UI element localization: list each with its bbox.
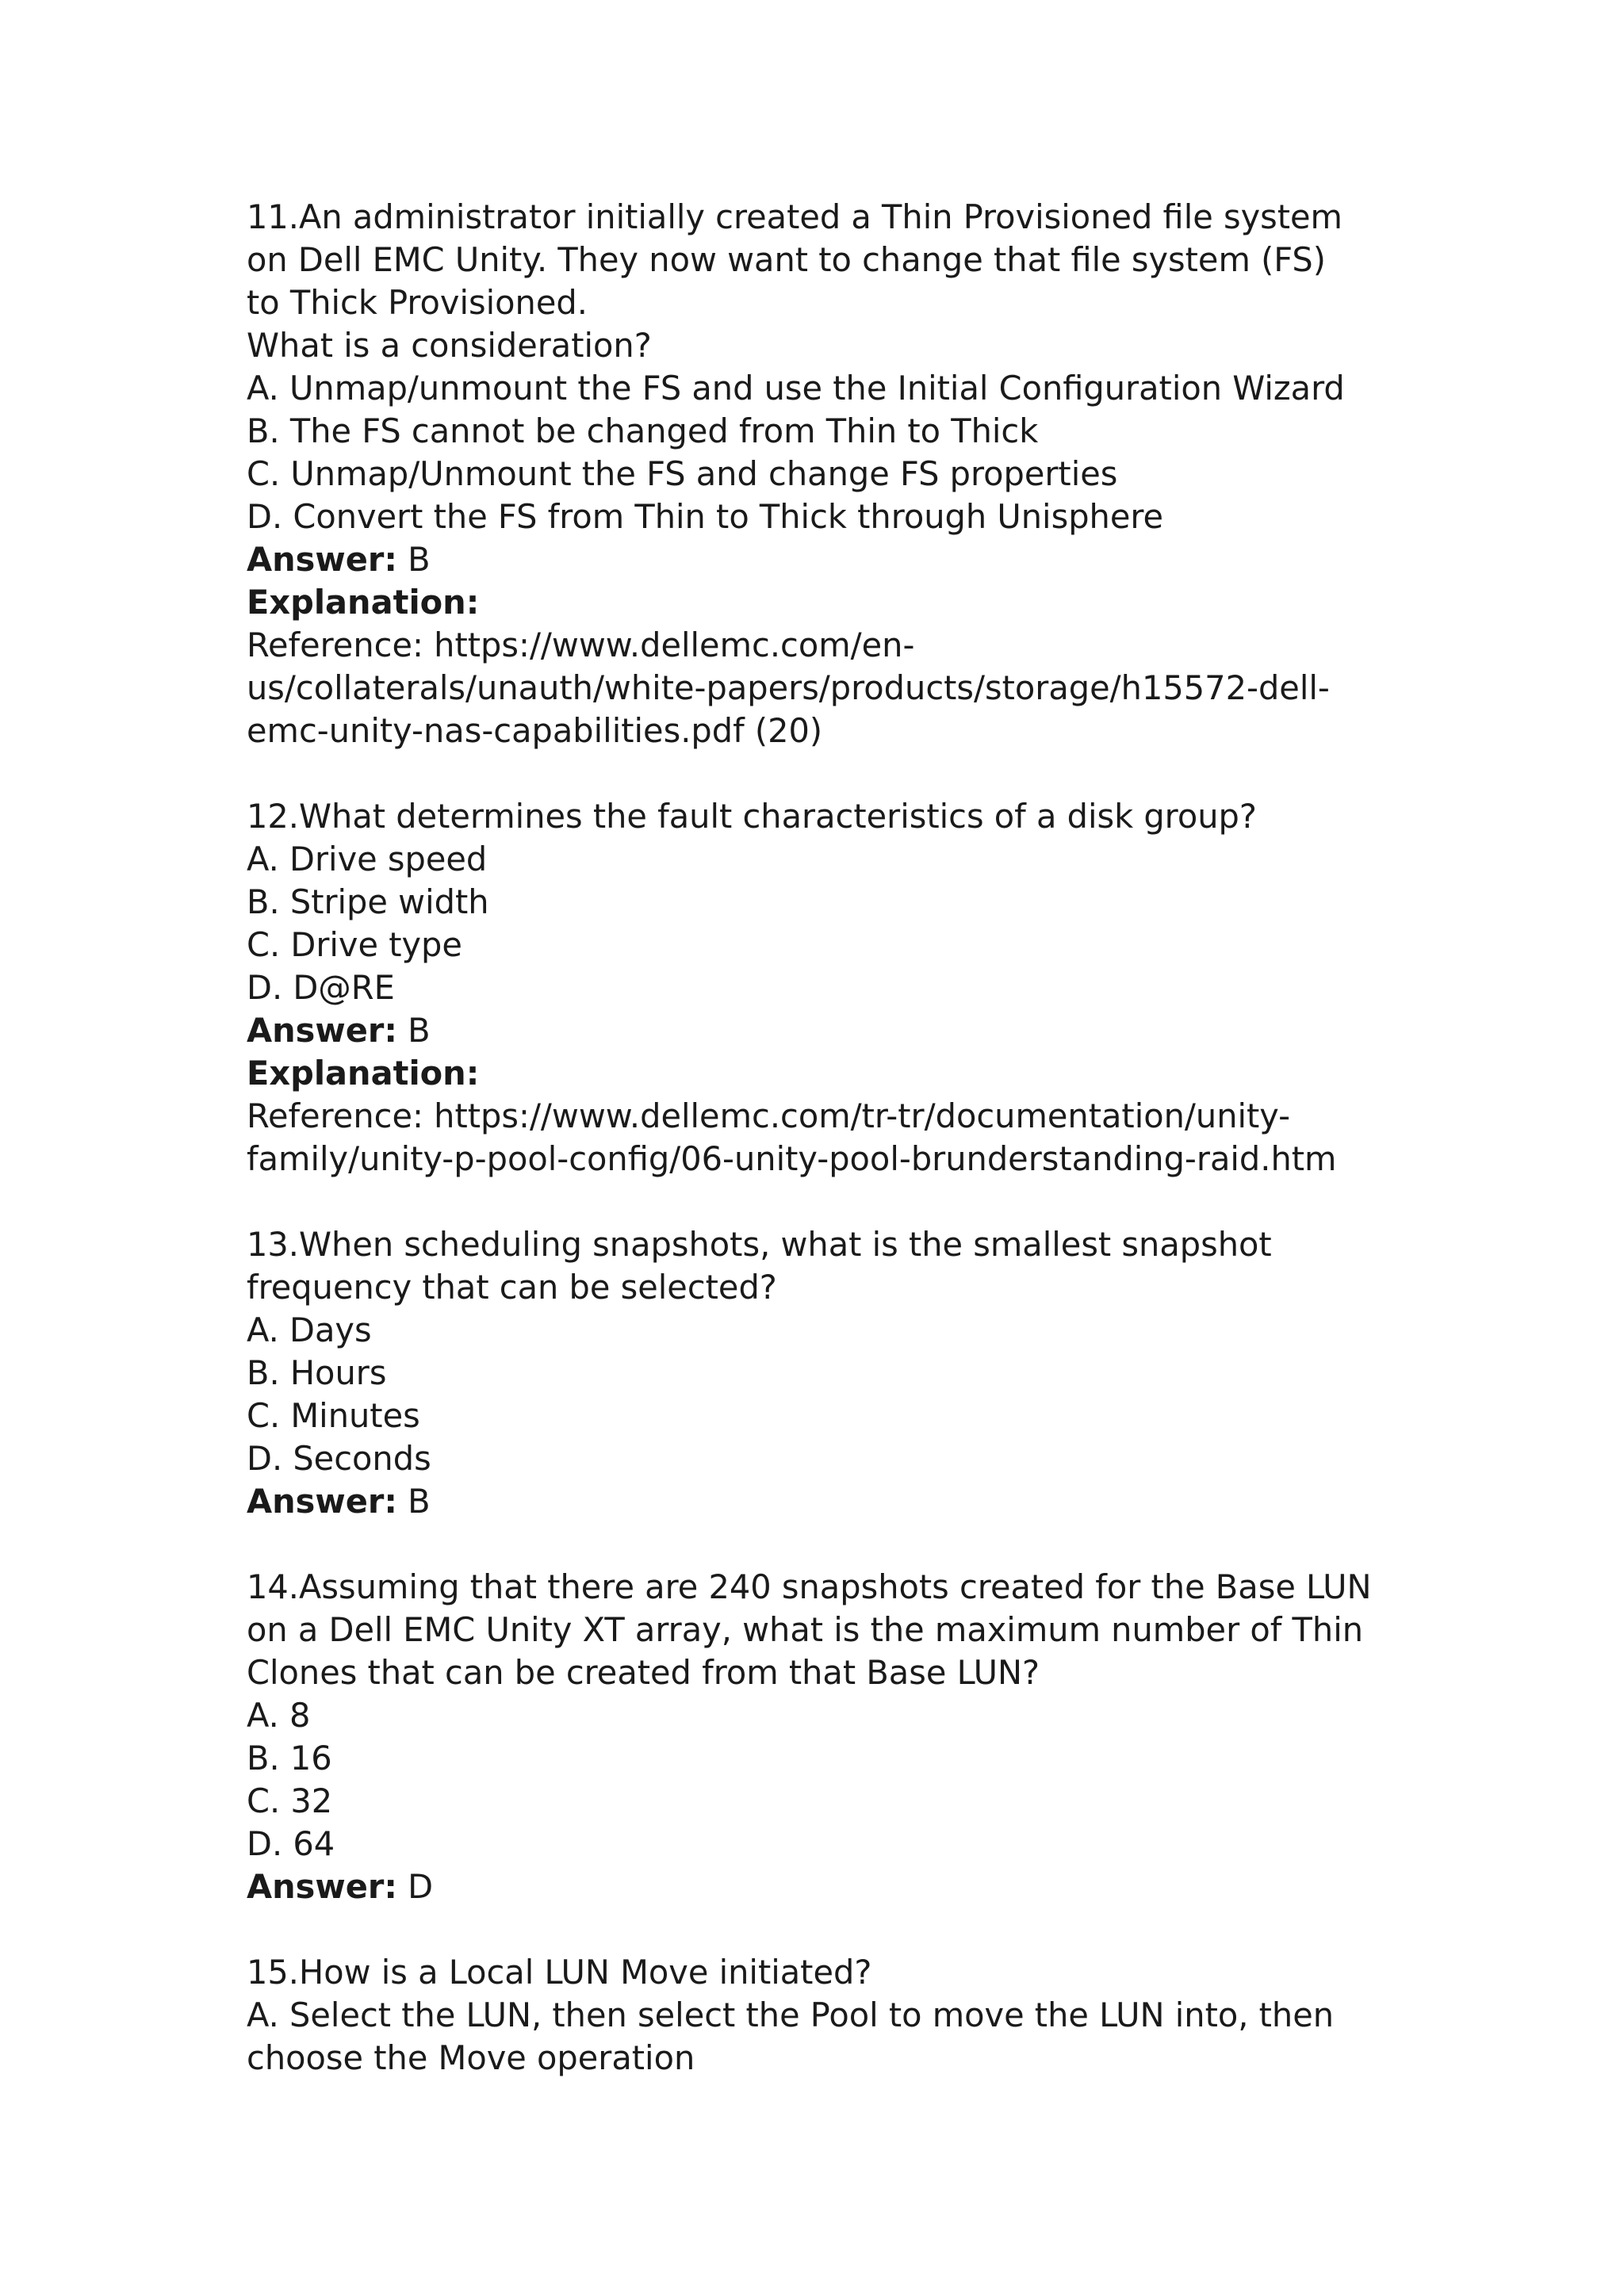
answer-value: D xyxy=(396,1867,434,1906)
question-stem-line: on Dell EMC Unity. They now want to change that file system (FS) xyxy=(247,240,1326,279)
question-stem-line: Clones that can be created from that Base LUN? xyxy=(247,1653,1040,1692)
question-stem-line: 11.An administrator initially created a Thin Provisioned file system xyxy=(247,197,1342,236)
answer-option-d: D. Seconds xyxy=(247,1439,431,1478)
answer-option-d: D. Convert the FS from Thin to Thick through Unisphere xyxy=(247,497,1164,536)
answer-value: B xyxy=(396,1011,431,1050)
reference-line: family/unity-p-pool-config/06-unity-pool-brunderstanding-raid.htm xyxy=(247,1139,1337,1178)
answer-option-b: B. The FS cannot be changed from Thin to Thick xyxy=(247,411,1039,450)
answer-label: Answer: xyxy=(247,1867,397,1906)
question-stem-line: 15.How is a Local LUN Move initiated? xyxy=(247,1953,872,1992)
reference-line: us/collaterals/unauth/white-papers/products/storage/h15572-dell- xyxy=(247,668,1330,707)
answer-option-a: A. Drive speed xyxy=(247,840,488,878)
question-stem-line: What is a consideration? xyxy=(247,326,652,365)
answer-line xyxy=(247,1480,1396,1523)
question-11 xyxy=(247,196,1396,752)
question-stem-line: 14.Assuming that there are 240 snapshots created for the Base LUN xyxy=(247,1567,1372,1606)
answer-value: B xyxy=(396,1482,431,1521)
document-content xyxy=(247,196,1396,2122)
answer-option-a-continued: choose the Move operation xyxy=(247,2038,695,2077)
question-stem-line: 12.What determines the fault characteristics of a disk group? xyxy=(247,797,1257,836)
answer-option-d: D. 64 xyxy=(247,1824,335,1863)
answer-line xyxy=(247,1009,1396,1052)
answer-line xyxy=(247,1866,1396,1908)
reference-line: emc-unity-nas-capabilities.pdf (20) xyxy=(247,711,823,750)
answer-option-c: C. Drive type xyxy=(247,925,462,964)
question-12 xyxy=(247,795,1396,1181)
answer-label: Answer: xyxy=(247,1482,397,1521)
answer-option-b: B. Hours xyxy=(247,1353,387,1392)
question-15 xyxy=(247,1951,1396,2080)
answer-value: B xyxy=(396,540,431,579)
question-14 xyxy=(247,1566,1396,1908)
reference-line: Reference: https://www.dellemc.com/en- xyxy=(247,626,915,664)
answer-option-d: D. D@RE xyxy=(247,968,395,1007)
reference-line: Reference: https://www.dellemc.com/tr-tr/documentation/unity- xyxy=(247,1096,1291,1135)
answer-option-b: B. Stripe width xyxy=(247,882,489,921)
answer-option-a: A. 8 xyxy=(247,1696,311,1735)
question-stem-line: 13.When scheduling snapshots, what is the smallest snapshot xyxy=(247,1225,1272,1264)
answer-option-c: C. 32 xyxy=(247,1781,333,1820)
answer-option-a: A. Days xyxy=(247,1311,372,1349)
explanation-label: Explanation: xyxy=(247,583,480,622)
answer-option-a: A. Unmap/unmount the FS and use the Initial Configuration Wizard xyxy=(247,369,1345,408)
question-stem-line: on a Dell EMC Unity XT array, what is the maximum number of Thin xyxy=(247,1610,1364,1649)
answer-option-c: C. Minutes xyxy=(247,1396,420,1435)
answer-option-c: C. Unmap/Unmount the FS and change FS properties xyxy=(247,454,1118,493)
question-13 xyxy=(247,1223,1396,1523)
question-stem-line: to Thick Provisioned. xyxy=(247,283,588,322)
answer-option-a: A. Select the LUN, then select the Pool to move the LUN into, then xyxy=(247,1996,1335,2034)
answer-label: Answer: xyxy=(247,540,397,579)
question-stem-line: frequency that can be selected? xyxy=(247,1268,777,1307)
explanation-label: Explanation: xyxy=(247,1054,480,1093)
answer-option-b: B. 16 xyxy=(247,1739,332,1777)
answer-label: Answer: xyxy=(247,1011,397,1050)
answer-line xyxy=(247,538,1396,581)
